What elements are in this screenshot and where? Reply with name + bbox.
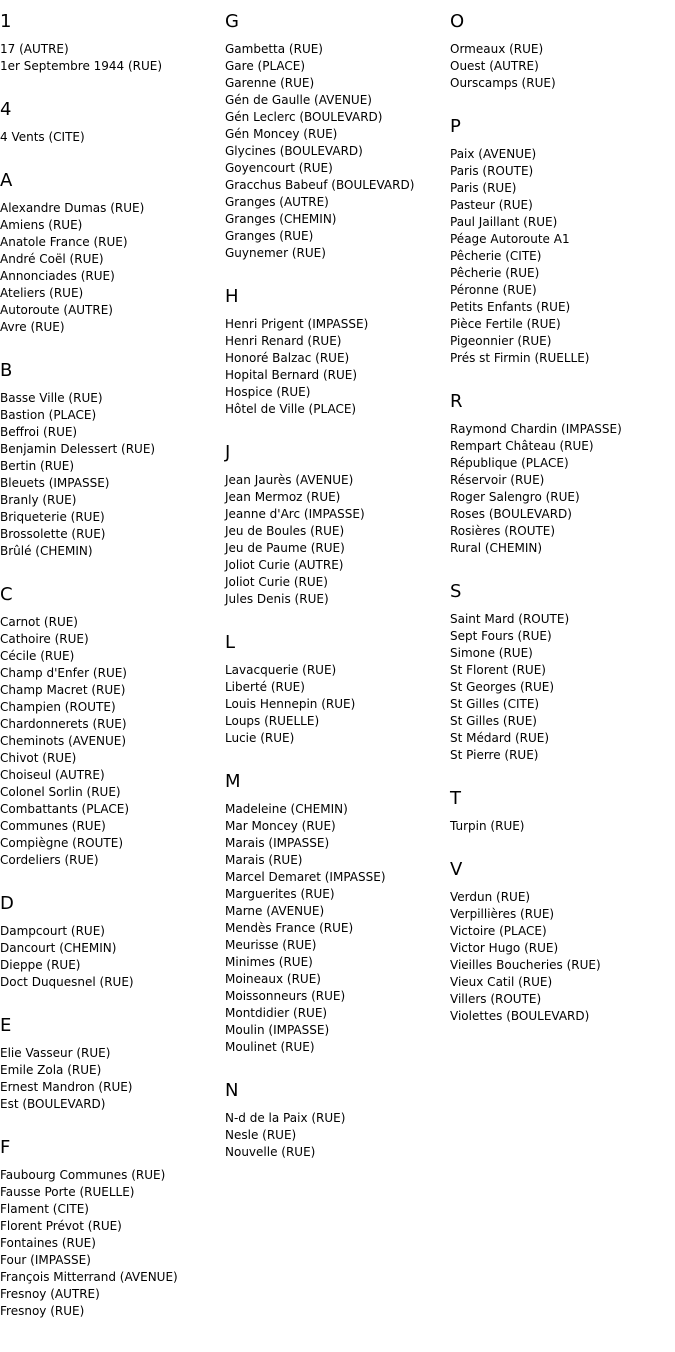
- letter-section: [0, 1014, 222, 1113]
- street-link[interactable]: St Pierre (RUE): [450, 748, 539, 762]
- street-link[interactable]: Moissonneurs (RUE): [225, 989, 346, 1003]
- street-link[interactable]: Turpin (RUE): [450, 819, 525, 833]
- street-link[interactable]: Minimes (RUE): [225, 955, 313, 969]
- street-link[interactable]: Moulin (IMPASSE): [225, 1023, 330, 1037]
- street-link[interactable]: Lucie (RUE): [225, 731, 295, 745]
- street-list: [225, 662, 447, 747]
- street-link[interactable]: Mar Moncey (RUE): [225, 819, 336, 833]
- street-link[interactable]: Four (IMPASSE): [0, 1253, 91, 1267]
- street-link[interactable]: Violettes (BOULEVARD): [450, 1009, 590, 1023]
- street-link[interactable]: Pasteur (RUE): [450, 198, 533, 212]
- street-link[interactable]: Bastion (PLACE): [0, 408, 97, 422]
- letter-heading: V: [450, 859, 463, 880]
- street-link[interactable]: Saint Mard (ROUTE): [450, 612, 570, 626]
- street-link[interactable]: Chivot (RUE): [0, 751, 77, 765]
- street-link[interactable]: Fresnoy (RUE): [0, 1304, 85, 1318]
- letter-heading: H: [225, 286, 239, 307]
- street-link[interactable]: Compiègne (ROUTE): [0, 836, 124, 850]
- street-list: [450, 889, 672, 1025]
- street-list: [225, 316, 447, 418]
- street-link[interactable]: Lavacquerie (RUE): [225, 663, 337, 677]
- street-list: [225, 1110, 447, 1161]
- street-link[interactable]: Jeu de Boules (RUE): [225, 524, 345, 538]
- letter-heading: B: [0, 360, 13, 381]
- street-link[interactable]: Autoroute (AUTRE): [0, 303, 113, 317]
- letter-heading: R: [450, 391, 463, 412]
- street-list: [225, 472, 447, 608]
- street-link[interactable]: Henri Renard (RUE): [225, 334, 342, 348]
- street-link[interactable]: Benjamin Delessert (RUE): [0, 442, 156, 456]
- street-link[interactable]: Elie Vasseur (RUE): [0, 1046, 111, 1060]
- letter-section: [0, 169, 222, 336]
- street-link[interactable]: Bertin (RUE): [0, 459, 75, 473]
- letter-heading: M: [225, 771, 241, 792]
- street-link[interactable]: Guynemer (RUE): [225, 246, 326, 260]
- letter-heading: J: [225, 442, 231, 463]
- street-link[interactable]: Ernest Mandron (RUE): [0, 1080, 133, 1094]
- letter-heading: O: [450, 11, 465, 32]
- street-link[interactable]: Meurisse (RUE): [225, 938, 317, 952]
- street-link[interactable]: Villers (ROUTE): [450, 992, 542, 1006]
- letter-section: [225, 1079, 447, 1161]
- street-index-column-2: [225, 10, 447, 1184]
- street-link[interactable]: Vieux Catil (RUE): [450, 975, 553, 989]
- street-link[interactable]: Gén Moncey (RUE): [225, 127, 338, 141]
- street-link[interactable]: Moulinet (RUE): [225, 1040, 315, 1054]
- street-link[interactable]: Dancourt (CHEMIN): [0, 941, 117, 955]
- street-link[interactable]: Réservoir (RUE): [450, 473, 545, 487]
- letter-heading: A: [0, 170, 13, 191]
- street-link[interactable]: Gén Leclerc (BOULEVARD): [225, 110, 383, 124]
- street-link[interactable]: Beffroi (RUE): [0, 425, 78, 439]
- street-link[interactable]: Granges (AUTRE): [225, 195, 329, 209]
- street-link[interactable]: Paul Jaillant (RUE): [450, 215, 558, 229]
- street-list: [0, 614, 222, 869]
- letter-heading: N: [225, 1080, 239, 1101]
- street-link[interactable]: Granges (RUE): [225, 229, 314, 243]
- street-link[interactable]: Chardonnerets (RUE): [0, 717, 127, 731]
- street-link[interactable]: Dampcourt (RUE): [0, 924, 105, 938]
- street-link[interactable]: Flament (CITE): [0, 1202, 89, 1216]
- street-link[interactable]: Marais (IMPASSE): [225, 836, 330, 850]
- street-link[interactable]: Marais (RUE): [225, 853, 303, 867]
- street-link[interactable]: Emile Zola (RUE): [0, 1063, 102, 1077]
- street-link[interactable]: Gare (PLACE): [225, 59, 306, 73]
- street-link[interactable]: Rural (CHEMIN): [450, 541, 543, 555]
- street-list: [450, 146, 672, 367]
- street-link[interactable]: République (PLACE): [450, 456, 569, 470]
- letter-section: [0, 10, 222, 75]
- street-link[interactable]: Loups (RUELLE): [225, 714, 320, 728]
- letter-section: [0, 1136, 222, 1320]
- street-list: [225, 41, 447, 262]
- letter-heading: P: [450, 116, 461, 137]
- letter-heading: C: [0, 584, 13, 605]
- letter-section: [450, 787, 672, 835]
- street-link[interactable]: Avre (RUE): [0, 320, 65, 334]
- street-link[interactable]: Pêcherie (CITE): [450, 249, 542, 263]
- street-link[interactable]: Simone (RUE): [450, 646, 533, 660]
- street-link[interactable]: Nesle (RUE): [225, 1128, 297, 1142]
- street-link[interactable]: Verdun (RUE): [450, 890, 531, 904]
- street-link[interactable]: Branly (RUE): [0, 493, 77, 507]
- street-link[interactable]: Dieppe (RUE): [0, 958, 81, 972]
- street-link[interactable]: Colonel Sorlin (RUE): [0, 785, 121, 799]
- letter-section: [450, 858, 672, 1025]
- street-link[interactable]: Hôtel de Ville (PLACE): [225, 402, 357, 416]
- street-link[interactable]: Fontaines (RUE): [0, 1236, 96, 1250]
- street-link[interactable]: Madeleine (CHEMIN): [225, 802, 348, 816]
- letter-heading: S: [450, 581, 462, 602]
- street-link[interactable]: François Mitterrand (AVENUE): [0, 1270, 178, 1284]
- street-link[interactable]: Hopital Bernard (RUE): [225, 368, 358, 382]
- street-link[interactable]: Roger Salengro (RUE): [450, 490, 580, 504]
- street-link[interactable]: Paix (AVENUE): [450, 147, 537, 161]
- street-link[interactable]: St Georges (RUE): [450, 680, 555, 694]
- street-list: [0, 1045, 222, 1113]
- street-link[interactable]: Garenne (RUE): [225, 76, 315, 90]
- letter-heading: D: [0, 893, 14, 914]
- street-index-column-3: [450, 10, 672, 1048]
- street-link[interactable]: Jean Mermoz (RUE): [225, 490, 341, 504]
- street-list: [225, 801, 447, 1056]
- street-link[interactable]: Est (BOULEVARD): [0, 1097, 106, 1111]
- street-link[interactable]: Péronne (RUE): [450, 283, 537, 297]
- street-link[interactable]: Gracchus Babeuf (BOULEVARD): [225, 178, 415, 192]
- street-link[interactable]: Fresnoy (AUTRE): [0, 1287, 100, 1301]
- letter-section: [450, 115, 672, 367]
- street-link[interactable]: Marne (AVENUE): [225, 904, 325, 918]
- street-link[interactable]: Victor Hugo (RUE): [450, 941, 559, 955]
- street-link[interactable]: Hospice (RUE): [225, 385, 311, 399]
- street-link[interactable]: Jules Denis (RUE): [225, 592, 329, 606]
- letter-section: [450, 390, 672, 557]
- street-link[interactable]: Granges (CHEMIN): [225, 212, 337, 226]
- street-link[interactable]: Ateliers (RUE): [0, 286, 84, 300]
- street-link[interactable]: Anatole France (RUE): [0, 235, 128, 249]
- street-link[interactable]: Fausse Porte (RUELLE): [0, 1185, 135, 1199]
- street-list: [0, 200, 222, 336]
- street-link[interactable]: Joliot Curie (AUTRE): [225, 558, 344, 572]
- street-link[interactable]: Gén de Gaulle (AVENUE): [225, 93, 372, 107]
- street-link[interactable]: Cathoire (RUE): [0, 632, 89, 646]
- street-link[interactable]: Roses (BOULEVARD): [450, 507, 572, 521]
- street-link[interactable]: Jean Jaurès (AVENUE): [225, 473, 354, 487]
- street-link[interactable]: Cécile (RUE): [0, 649, 75, 663]
- street-link[interactable]: Champien (ROUTE): [0, 700, 116, 714]
- letter-section: [225, 770, 447, 1056]
- street-link[interactable]: Ormeaux (RUE): [450, 42, 544, 56]
- street-link[interactable]: St Médard (RUE): [450, 731, 550, 745]
- street-link[interactable]: Champ Macret (RUE): [0, 683, 126, 697]
- street-link[interactable]: 1er Septembre 1944 (RUE): [0, 59, 163, 73]
- letter-section: [225, 441, 447, 608]
- street-link[interactable]: Brossolette (RUE): [0, 527, 106, 541]
- street-link[interactable]: St Florent (RUE): [450, 663, 546, 677]
- street-link[interactable]: Bleuets (IMPASSE): [0, 476, 110, 490]
- street-link[interactable]: Péage Autoroute A1: [450, 232, 570, 246]
- street-link[interactable]: Henri Prigent (IMPASSE): [225, 317, 369, 331]
- street-link[interactable]: Jeanne d'Arc (IMPASSE): [225, 507, 365, 521]
- street-link[interactable]: Paris (RUE): [450, 181, 517, 195]
- letter-section: [225, 10, 447, 262]
- street-list: [450, 818, 672, 835]
- street-link[interactable]: Annonciades (RUE): [0, 269, 115, 283]
- street-link[interactable]: Marguerites (RUE): [225, 887, 335, 901]
- street-link[interactable]: Basse Ville (RUE): [0, 391, 103, 405]
- letter-section: [0, 98, 222, 146]
- street-link[interactable]: Cordeliers (RUE): [0, 853, 99, 867]
- letter-heading: E: [0, 1015, 12, 1036]
- street-link[interactable]: St Gilles (CITE): [450, 697, 540, 711]
- street-link[interactable]: Marcel Demaret (IMPASSE): [225, 870, 386, 884]
- street-link[interactable]: Pêcherie (RUE): [450, 266, 540, 280]
- street-link[interactable]: Paris (ROUTE): [450, 164, 534, 178]
- street-link[interactable]: Nouvelle (RUE): [225, 1145, 316, 1159]
- letter-heading: L: [225, 632, 236, 653]
- street-link[interactable]: Victoire (PLACE): [450, 924, 547, 938]
- street-link[interactable]: Prés st Firmin (RUELLE): [450, 351, 590, 365]
- street-link[interactable]: Moineaux (RUE): [225, 972, 321, 986]
- street-link[interactable]: Carnot (RUE): [0, 615, 78, 629]
- letter-heading: 4: [0, 99, 12, 120]
- street-link[interactable]: Montdidier (RUE): [225, 1006, 328, 1020]
- letter-heading: G: [225, 11, 239, 32]
- street-link[interactable]: Combattants (PLACE): [0, 802, 130, 816]
- street-link[interactable]: Louis Hennepin (RUE): [225, 697, 356, 711]
- street-link[interactable]: Pièce Fertile (RUE): [450, 317, 561, 331]
- letter-section: [450, 580, 672, 764]
- street-list: [0, 41, 222, 75]
- letter-section: [0, 892, 222, 991]
- street-link[interactable]: Raymond Chardin (IMPASSE): [450, 422, 622, 436]
- letter-heading: F: [0, 1137, 11, 1158]
- street-link[interactable]: Amiens (RUE): [0, 218, 83, 232]
- street-link[interactable]: Petits Enfants (RUE): [450, 300, 571, 314]
- street-link[interactable]: Mendès France (RUE): [225, 921, 354, 935]
- letter-heading: T: [450, 788, 461, 809]
- street-link[interactable]: St Gilles (RUE): [450, 714, 537, 728]
- street-link[interactable]: Cheminots (AVENUE): [0, 734, 127, 748]
- street-link[interactable]: Joliot Curie (RUE): [225, 575, 328, 589]
- street-link[interactable]: Alexandre Dumas (RUE): [0, 201, 145, 215]
- street-list: [0, 129, 222, 146]
- street-link[interactable]: Choiseul (AUTRE): [0, 768, 105, 782]
- street-link[interactable]: André Coël (RUE): [0, 252, 104, 266]
- street-link[interactable]: Briqueterie (RUE): [0, 510, 105, 524]
- street-link[interactable]: Florent Prévot (RUE): [0, 1219, 122, 1233]
- street-link[interactable]: Liberté (RUE): [225, 680, 305, 694]
- street-link[interactable]: 4 Vents (CITE): [0, 130, 85, 144]
- street-list: [450, 41, 672, 92]
- street-link[interactable]: Rempart Château (RUE): [450, 439, 594, 453]
- letter-section: [0, 583, 222, 869]
- street-link[interactable]: Rosières (ROUTE): [450, 524, 556, 538]
- street-link[interactable]: N-d de la Paix (RUE): [225, 1111, 346, 1125]
- street-link[interactable]: Honoré Balzac (RUE): [225, 351, 350, 365]
- street-link[interactable]: Doct Duquesnel (RUE): [0, 975, 134, 989]
- street-link[interactable]: Vieilles Boucheries (RUE): [450, 958, 601, 972]
- street-link[interactable]: Jeu de Paume (RUE): [225, 541, 345, 555]
- street-link[interactable]: Communes (RUE): [0, 819, 106, 833]
- street-link[interactable]: Champ d'Enfer (RUE): [0, 666, 127, 680]
- letter-section: [225, 631, 447, 747]
- street-link[interactable]: Pigeonnier (RUE): [450, 334, 552, 348]
- letter-section: [450, 10, 672, 92]
- letter-section: [225, 285, 447, 418]
- letter-section: [0, 359, 222, 560]
- street-list: [450, 611, 672, 764]
- letter-heading: 1: [0, 11, 12, 32]
- street-link[interactable]: Ourscamps (RUE): [450, 76, 556, 90]
- street-link[interactable]: Ouest (AUTRE): [450, 59, 539, 73]
- street-link[interactable]: 17 (AUTRE): [0, 42, 69, 56]
- street-link[interactable]: Goyencourt (RUE): [225, 161, 333, 175]
- street-link[interactable]: Sept Fours (RUE): [450, 629, 552, 643]
- street-link[interactable]: Faubourg Communes (RUE): [0, 1168, 166, 1182]
- street-link[interactable]: Brûlé (CHEMIN): [0, 544, 93, 558]
- street-link[interactable]: Glycines (BOULEVARD): [225, 144, 363, 158]
- street-list: [0, 923, 222, 991]
- street-list: [450, 421, 672, 557]
- street-list: [0, 1167, 222, 1320]
- street-list: [0, 390, 222, 560]
- street-index-column-1: [0, 10, 222, 1343]
- street-link[interactable]: Verpillières (RUE): [450, 907, 555, 921]
- street-link[interactable]: Gambetta (RUE): [225, 42, 323, 56]
